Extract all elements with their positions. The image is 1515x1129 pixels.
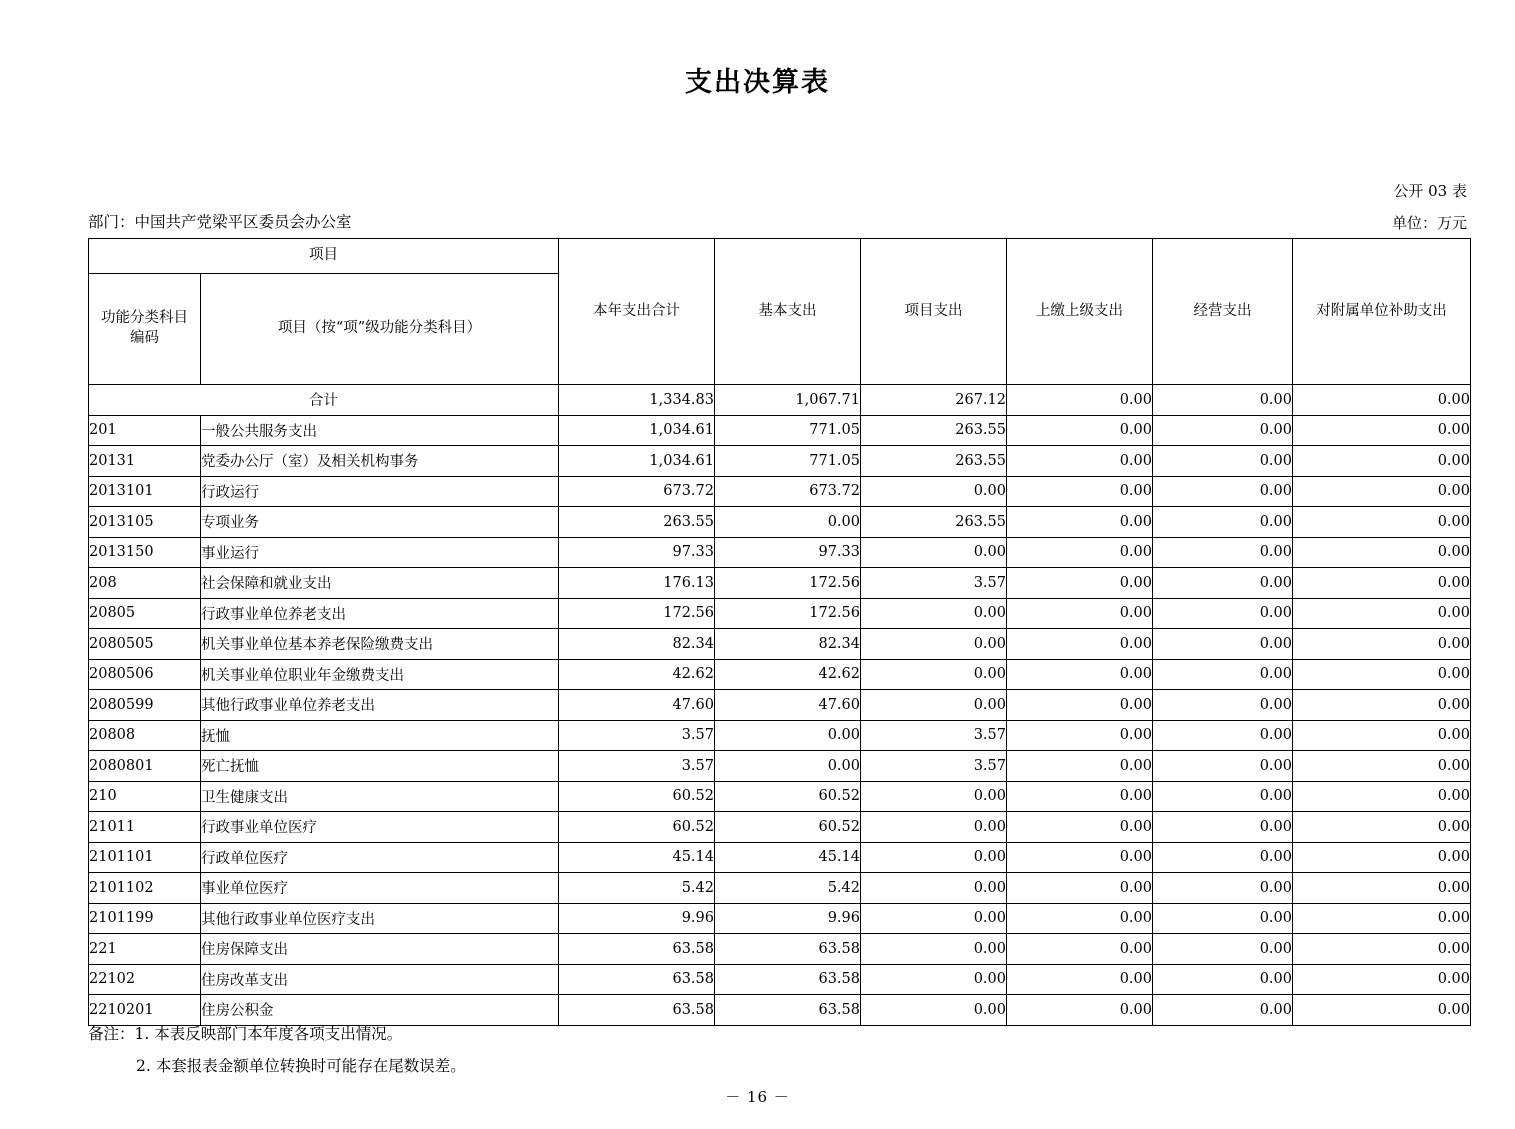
- table-row: [89, 476, 1471, 507]
- cell-value-5: 0.00: [1153, 537, 1293, 568]
- cell-value-2: 5.42: [715, 873, 861, 904]
- table-row: [89, 842, 1471, 873]
- cell-item-name: 社会保障和就业支出: [201, 568, 559, 599]
- cell-value-4: 0.00: [1007, 568, 1153, 599]
- cell-item-name: 事业单位医疗: [201, 873, 559, 904]
- total-value-4: 0.00: [1007, 385, 1153, 416]
- cell-value-3: 0.00: [861, 964, 1007, 995]
- cell-function-code: 21011: [89, 812, 201, 843]
- cell-value-1: 1,034.61: [559, 446, 715, 477]
- cell-value-4: 0.00: [1007, 659, 1153, 690]
- cell-value-1: 176.13: [559, 568, 715, 599]
- table-body: [89, 385, 1471, 1026]
- cell-value-5: 0.00: [1153, 995, 1293, 1026]
- total-value-6: 0.00: [1293, 385, 1471, 416]
- table-row: [89, 812, 1471, 843]
- cell-value-4: 0.00: [1007, 537, 1153, 568]
- cell-value-4: 0.00: [1007, 964, 1153, 995]
- cell-value-2: 63.58: [715, 934, 861, 965]
- expenditure-final-accounts-table: [88, 238, 1471, 1026]
- page-title: 支出决算表: [685, 67, 830, 98]
- cell-value-3: 0.00: [861, 781, 1007, 812]
- cell-value-5: 0.00: [1153, 629, 1293, 660]
- page-number: － 16 －: [725, 1088, 790, 1106]
- table-row: [89, 751, 1471, 782]
- cell-value-2: 97.33: [715, 537, 861, 568]
- header-col-basic-expenditure: 基本支出: [715, 239, 861, 385]
- cell-value-6: 0.00: [1293, 934, 1471, 965]
- cell-item-name: 其他行政事业单位养老支出: [201, 690, 559, 721]
- amount-unit-note: 单位：万元: [1391, 214, 1467, 232]
- cell-value-4: 0.00: [1007, 476, 1153, 507]
- cell-item-name: 机关事业单位职业年金缴费支出: [201, 659, 559, 690]
- cell-value-2: 45.14: [715, 842, 861, 873]
- total-value-3: 267.12: [861, 385, 1007, 416]
- cell-function-code: 2080505: [89, 629, 201, 660]
- cell-value-2: 60.52: [715, 781, 861, 812]
- table-row: [89, 781, 1471, 812]
- cell-value-6: 0.00: [1293, 995, 1471, 1026]
- header-col-function-code: [89, 274, 201, 385]
- cell-function-code: 20808: [89, 720, 201, 751]
- cell-function-code: 2101199: [89, 903, 201, 934]
- cell-function-code: 2013101: [89, 476, 201, 507]
- cell-value-4: 0.00: [1007, 842, 1153, 873]
- cell-value-4: 0.00: [1007, 934, 1153, 965]
- cell-value-1: 3.57: [559, 720, 715, 751]
- cell-value-5: 0.00: [1153, 903, 1293, 934]
- cell-value-1: 673.72: [559, 476, 715, 507]
- cell-value-4: 0.00: [1007, 446, 1153, 477]
- form-number: 公开 03 表: [1393, 182, 1467, 200]
- cell-value-6: 0.00: [1293, 842, 1471, 873]
- table-row: [89, 507, 1471, 538]
- cell-item-name: 专项业务: [201, 507, 559, 538]
- cell-value-3: 0.00: [861, 629, 1007, 660]
- cell-function-code: 2013150: [89, 537, 201, 568]
- cell-item-name: 其他行政事业单位医疗支出: [201, 903, 559, 934]
- cell-value-2: 9.96: [715, 903, 861, 934]
- cell-value-1: 42.62: [559, 659, 715, 690]
- cell-value-1: 63.58: [559, 995, 715, 1026]
- cell-function-code: 208: [89, 568, 201, 599]
- cell-value-2: 172.56: [715, 568, 861, 599]
- cell-value-2: 42.62: [715, 659, 861, 690]
- cell-value-3: 3.57: [861, 720, 1007, 751]
- cell-value-5: 0.00: [1153, 568, 1293, 599]
- table-row: [89, 415, 1471, 446]
- cell-value-3: 0.00: [861, 598, 1007, 629]
- cell-value-2: 673.72: [715, 476, 861, 507]
- table-row: [89, 537, 1471, 568]
- cell-value-3: 0.00: [861, 903, 1007, 934]
- cell-item-name: 事业运行: [201, 537, 559, 568]
- cell-value-5: 0.00: [1153, 415, 1293, 446]
- cell-value-5: 0.00: [1153, 659, 1293, 690]
- cell-value-3: 0.00: [861, 476, 1007, 507]
- table-row: [89, 873, 1471, 904]
- cell-value-6: 0.00: [1293, 659, 1471, 690]
- cell-item-name: 一般公共服务支出: [201, 415, 559, 446]
- department-line: 部门：中国共产党梁平区委员会办公室: [88, 213, 352, 231]
- cell-value-3: 3.57: [861, 751, 1007, 782]
- cell-value-2: 63.58: [715, 964, 861, 995]
- cell-value-6: 0.00: [1293, 903, 1471, 934]
- cell-value-6: 0.00: [1293, 568, 1471, 599]
- cell-value-1: 3.57: [559, 751, 715, 782]
- header-col-remit-to-superior: 上缴上级支出: [1007, 239, 1153, 385]
- cell-value-6: 0.00: [1293, 812, 1471, 843]
- cell-value-5: 0.00: [1153, 598, 1293, 629]
- cell-value-2: 82.34: [715, 629, 861, 660]
- cell-value-4: 0.00: [1007, 598, 1153, 629]
- cell-item-name: 卫生健康支出: [201, 781, 559, 812]
- cell-value-4: 0.00: [1007, 415, 1153, 446]
- total-value-2: 1,067.71: [715, 385, 861, 416]
- cell-value-2: 771.05: [715, 446, 861, 477]
- cell-function-code: 201: [89, 415, 201, 446]
- cell-value-2: 0.00: [715, 720, 861, 751]
- cell-value-6: 0.00: [1293, 629, 1471, 660]
- cell-value-4: 0.00: [1007, 751, 1153, 782]
- cell-value-3: 263.55: [861, 446, 1007, 477]
- cell-value-5: 0.00: [1153, 507, 1293, 538]
- cell-value-6: 0.00: [1293, 415, 1471, 446]
- header-col-total-expenditure: 本年支出合计: [559, 239, 715, 385]
- cell-value-1: 9.96: [559, 903, 715, 934]
- header-group-item: 项目: [89, 239, 559, 274]
- cell-value-2: 0.00: [715, 751, 861, 782]
- cell-function-code: 221: [89, 934, 201, 965]
- header-col-item-name: 项目（按“项”级功能分类科目）: [201, 274, 559, 385]
- cell-function-code: 2210201: [89, 995, 201, 1026]
- cell-value-3: 263.55: [861, 415, 1007, 446]
- table-row: [89, 720, 1471, 751]
- table-row: [89, 934, 1471, 965]
- cell-value-3: 0.00: [861, 659, 1007, 690]
- cell-function-code: 2101101: [89, 842, 201, 873]
- note-2: 2. 本套报表金额单位转换时可能存在尾数误差。: [136, 1057, 466, 1075]
- cell-value-1: 60.52: [559, 812, 715, 843]
- cell-value-6: 0.00: [1293, 476, 1471, 507]
- cell-value-1: 82.34: [559, 629, 715, 660]
- cell-value-6: 0.00: [1293, 781, 1471, 812]
- cell-value-2: 60.52: [715, 812, 861, 843]
- cell-value-6: 0.00: [1293, 537, 1471, 568]
- document-page: [0, 60, 1515, 1129]
- cell-value-1: 263.55: [559, 507, 715, 538]
- cell-value-5: 0.00: [1153, 690, 1293, 721]
- cell-value-4: 0.00: [1007, 629, 1153, 660]
- header-col-function-code-line1: 功能分类科目: [101, 310, 188, 327]
- header-col-function-code-line2: 编码: [130, 330, 159, 346]
- cell-value-1: 97.33: [559, 537, 715, 568]
- table-row: [89, 446, 1471, 477]
- cell-item-name: 行政事业单位医疗: [201, 812, 559, 843]
- cell-value-2: 771.05: [715, 415, 861, 446]
- cell-function-code: 20131: [89, 446, 201, 477]
- cell-value-4: 0.00: [1007, 873, 1153, 904]
- cell-function-code: 2101102: [89, 873, 201, 904]
- cell-value-3: 0.00: [861, 812, 1007, 843]
- cell-value-6: 0.00: [1293, 507, 1471, 538]
- cell-value-4: 0.00: [1007, 507, 1153, 538]
- cell-value-5: 0.00: [1153, 842, 1293, 873]
- cell-value-1: 5.42: [559, 873, 715, 904]
- cell-function-code: 22102: [89, 964, 201, 995]
- cell-function-code: 2080506: [89, 659, 201, 690]
- note-1: 备注：1. 本表反映部门本年度各项支出情况。: [88, 1025, 403, 1043]
- cell-value-5: 0.00: [1153, 964, 1293, 995]
- total-value-1: 1,334.83: [559, 385, 715, 416]
- cell-value-3: 0.00: [861, 995, 1007, 1026]
- table-row: [89, 903, 1471, 934]
- cell-value-6: 0.00: [1293, 873, 1471, 904]
- table-row: [89, 568, 1471, 599]
- cell-value-5: 0.00: [1153, 812, 1293, 843]
- cell-item-name: 行政单位医疗: [201, 842, 559, 873]
- cell-function-code: 210: [89, 781, 201, 812]
- header-col-operating-expenditure: 经营支出: [1153, 239, 1293, 385]
- cell-value-5: 0.00: [1153, 476, 1293, 507]
- cell-value-5: 0.00: [1153, 781, 1293, 812]
- total-label: 合计: [89, 385, 559, 416]
- cell-value-1: 172.56: [559, 598, 715, 629]
- cell-value-2: 47.60: [715, 690, 861, 721]
- cell-value-4: 0.00: [1007, 903, 1153, 934]
- cell-value-1: 63.58: [559, 964, 715, 995]
- cell-value-6: 0.00: [1293, 964, 1471, 995]
- table-row: [89, 964, 1471, 995]
- cell-function-code: 2013105: [89, 507, 201, 538]
- cell-value-5: 0.00: [1153, 751, 1293, 782]
- cell-value-4: 0.00: [1007, 690, 1153, 721]
- cell-value-1: 45.14: [559, 842, 715, 873]
- cell-value-4: 0.00: [1007, 781, 1153, 812]
- table-row: [89, 598, 1471, 629]
- table-row-total: [89, 385, 1471, 416]
- cell-value-1: 1,034.61: [559, 415, 715, 446]
- cell-value-3: 263.55: [861, 507, 1007, 538]
- cell-value-5: 0.00: [1153, 873, 1293, 904]
- cell-value-1: 47.60: [559, 690, 715, 721]
- header-col-subsidy-to-affiliated: 对附属单位补助支出: [1293, 239, 1471, 385]
- cell-value-1: 60.52: [559, 781, 715, 812]
- cell-value-4: 0.00: [1007, 812, 1153, 843]
- cell-function-code: 2080599: [89, 690, 201, 721]
- cell-item-name: 住房改革支出: [201, 964, 559, 995]
- cell-value-2: 0.00: [715, 507, 861, 538]
- cell-value-6: 0.00: [1293, 720, 1471, 751]
- table-row: [89, 690, 1471, 721]
- cell-value-3: 3.57: [861, 568, 1007, 599]
- cell-value-3: 0.00: [861, 873, 1007, 904]
- table-row: [89, 659, 1471, 690]
- total-value-5: 0.00: [1153, 385, 1293, 416]
- cell-value-3: 0.00: [861, 842, 1007, 873]
- cell-value-2: 63.58: [715, 995, 861, 1026]
- cell-item-name: 死亡抚恤: [201, 751, 559, 782]
- cell-value-4: 0.00: [1007, 995, 1153, 1026]
- cell-value-3: 0.00: [861, 690, 1007, 721]
- table-row: [89, 995, 1471, 1026]
- cell-value-5: 0.00: [1153, 446, 1293, 477]
- cell-item-name: 住房保障支出: [201, 934, 559, 965]
- cell-item-name: 抚恤: [201, 720, 559, 751]
- cell-value-2: 172.56: [715, 598, 861, 629]
- cell-function-code: 2080801: [89, 751, 201, 782]
- cell-value-3: 0.00: [861, 934, 1007, 965]
- cell-value-5: 0.00: [1153, 720, 1293, 751]
- cell-value-5: 0.00: [1153, 934, 1293, 965]
- cell-value-6: 0.00: [1293, 598, 1471, 629]
- cell-item-name: 党委办公厅（室）及相关机构事务: [201, 446, 559, 477]
- cell-value-6: 0.00: [1293, 446, 1471, 477]
- table-row: [89, 629, 1471, 660]
- cell-item-name: 机关事业单位基本养老保险缴费支出: [201, 629, 559, 660]
- cell-value-1: 63.58: [559, 934, 715, 965]
- cell-item-name: 住房公积金: [201, 995, 559, 1026]
- cell-value-6: 0.00: [1293, 690, 1471, 721]
- cell-value-4: 0.00: [1007, 720, 1153, 751]
- cell-value-3: 0.00: [861, 537, 1007, 568]
- cell-item-name: 行政事业单位养老支出: [201, 598, 559, 629]
- header-col-project-expenditure: 项目支出: [861, 239, 1007, 385]
- cell-item-name: 行政运行: [201, 476, 559, 507]
- cell-value-6: 0.00: [1293, 751, 1471, 782]
- cell-function-code: 20805: [89, 598, 201, 629]
